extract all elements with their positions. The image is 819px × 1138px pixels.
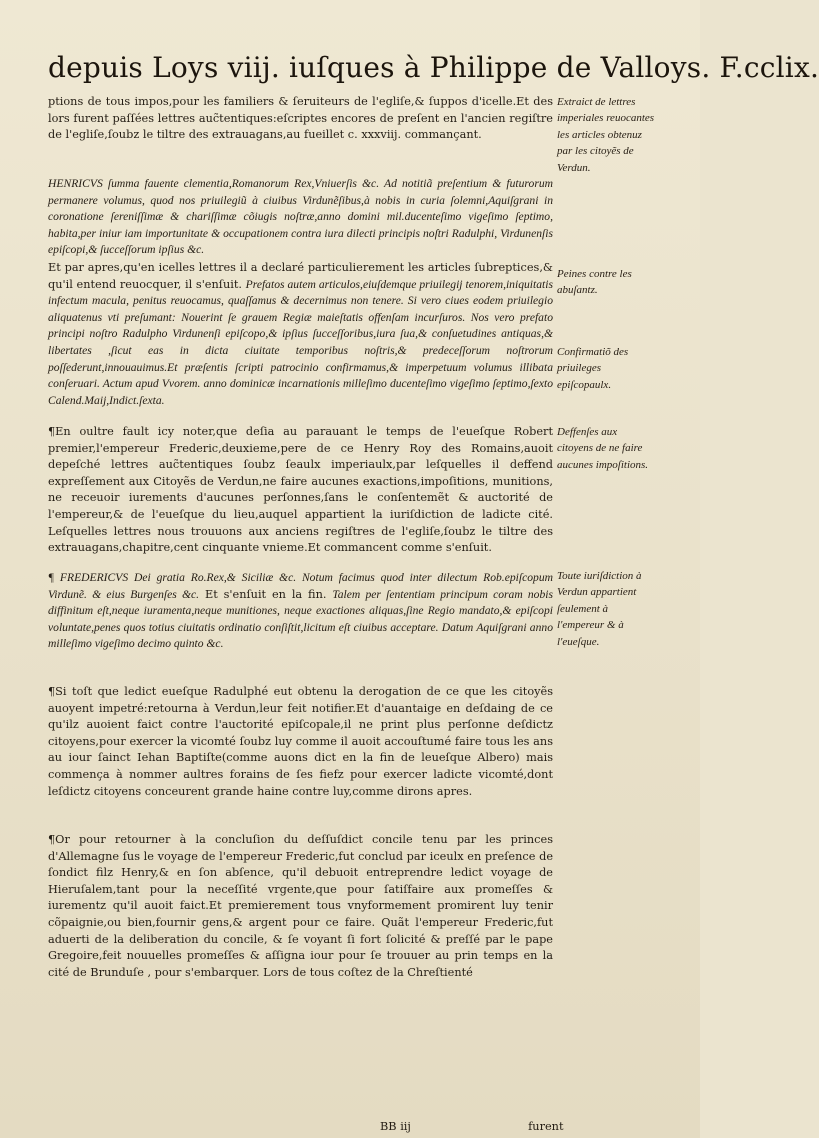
margin-note: Confirmatiõ des priuileges epiſcopaulx. xyxy=(557,346,629,391)
paragraph-text: Et par apres,qu'en icelles lettres il a declaré particulierement les articles ſubreptices,& qu'il entend reuocquer, il s'enſuit. xyxy=(48,261,553,291)
latin-quotation: Prefatos autem articulos,eiuſdemque priuilegij tenorem,iniquitatis infectum macula, penitus reuocamus, quaſſamus & decernimus non tenere. Si vero ciues eodem priuilegio aliquatenus vti preſumant: Nouerint ſe grauem Regiæ maieſtatis offenſam incurſuros. Nos vero prefato principi noſtro Radulpho Virdunenſi epiſcopo,& ipſius ſucceſſoribus,iura ſua,& conſuetudines antiquas,& libertates ,ſicut eas in dicta ciuitate temporibus noſtris,& predeceſſorum noſtrorum poſſederunt,innouauimus.Et præſentis ſcripti patrocinio confirmamus,& imperpetuum volumus illibata conſeruari. Actum apud Vvorem. anno dominicæ incarnationis milleſimo ducenteſimo vigeſimo ſeptimo,ſexto Calend.Maij,Indict.ſexta. xyxy=(48,277,553,407)
margin-note: Deffenſes aux citoyens de ne faire aucunes impoſitions. xyxy=(557,426,649,471)
paragraph-text: ¶En oultre fault icy noter,que deſia au parauant le temps de l'eueſque Robert premier,l'empereur Frederic,deuxieme,pere de ce Henry Roy des Romains,auoit depeſché lettres auc̃tentiques ſoubz ſeaulx imperiaulx,par leſquelles il deffend expreſſement aux Citoyẽs de Verdun,ne faire aucunes exactions,impoſitions, munitions, ne receuoir iurements d'aucunes perſonnes,ſans le conſentemẽt & auctorité de l'empereur,& de l'eueſque du lieu,auquel appartient la iuriſdiction de ladicte cité. Leſquelles lettres nous trouuons aux anciens regiſtres de l'egliſe,ſoubz le tiltre des extrauagans,chapitre,cent cinquante vnieme.Et commancent comme s'enſuit. xyxy=(48,425,553,555)
paragraph-text: ¶Or pour retourner à la concluſion du deſſuſdict concile tenu par les princes d'Allemagne ſus le voyage de l'empereur Frederic,fut conclud par iceulx en preſence de ſondict filz Henry,& en ſon abſence, qu'il debuoit entreprendre ledict voyage de Hieruſalem,tant pour la neceſſité vrgente,que pour ſatiſfaire aux promeſſes & iurementz qu'il auoit faict.Et premierement tous vnyformement promirent luy tenir cõpaignie,ou bien,fournir gens,& argent pour ce faire. Quãt l'empereur Frederic,fut aduerti de la deliberation du concile, & ſe voyant ſi fort ſolicité & preſſé par le pape Gregoire,feit nouuelles promeſſes & aſſigna iour pour ſe trouuer au prin temps en la cité de Brunduſe , pour s'embarquer. Lors de tous coſtez de la Chreſtienté xyxy=(48,833,553,979)
paragraph-henricus-charter xyxy=(48,176,553,259)
signature-mark: BB iij xyxy=(380,1120,411,1133)
catchword: furent xyxy=(528,1120,564,1133)
paragraph-radulphe xyxy=(48,684,553,800)
paragraph-fredericus-charter xyxy=(48,570,553,653)
margin-note: Toute iuriſdiction à Verdun appartient ſeulement à l'empereur & à l'eueſque. xyxy=(557,570,642,648)
latin-quotation: Talem per ſententiam principum coram nobis diffinitum eſt,neque iuramenta,neque munitiones, neque exactiones aliquas,ſine Regio mandato,& epiſcopi voluntate,penes quos totius ciuitatis ordinatio conſiſtit,licitum eſt ciuibus acceptare. Datum Aquiſgrani anno milleſimo vigeſimo decimo quinto &c. xyxy=(48,587,554,651)
paragraph-text: ¶Si toſt que ledict eueſque Radulphé eut obtenu la derogation de ce que les citoyẽs auoyent impetré:retourna à Verdun,leur feit notifier.Et d'auantaige en deſdaing de ce qu'ilz auoient faict contre l'auctorité epiſcopale,il ne print plus perſonne deſdictz citoyens,pour exercer la vicomté ſoubz luy comme il auoit accouſtumé faire tous les ans au iour ſainct Iehan Baptiſte(comme auons dict en la fin de leueſque Albero) mais commença à nommer aultres forains de ſes fiefz pour exercer ladicte vicomté,dont leſdictz citoyens conceurent grande haine contre luy,comme dirons apres. xyxy=(48,685,553,798)
running-title: depuis Loys viij. iuſques à Philippe de Valloys. F.cclix. xyxy=(48,51,819,84)
latin-quotation: HENRICVS ſumma fauente clementia,Romanorum Rex,Vniuerſis &c. Ad notitiã preſentium & futurorum permanere volumus, quod nos priuilegiũ à ciuibus Virdunẽſibus,à nobis in curia ſolemni,Aquiſgrani in coronatione ſereniſſimæ & chariſſimæ cõiugis noſtræ,anno domini mil.ducenteſimo vigeſimo ſeptimo, habita,per iniur iam importunitate & occupationem contra iura dilecti principis noſtri Radulphi, Virdunenſis epiſcopi,& ſucceſſorum ipſius &c. xyxy=(48,177,553,257)
margin-note: Extraict de lettres imperiales reuocantes les articles obtenuz par les citoyẽs de Verdun. xyxy=(557,96,655,174)
paragraph-text: ptions de tous impos,pour les familiers & ſeruiteurs de l'egliſe,& ſuppos d'icelle.Et des lors furent paſſées lettres auc̃tentiques:eſcriptes encores de preſent en l'ancien regiſtre de l'egliſe,ſoubz le tiltre des extrauagans,au fueillet c. xxxviij. commançant. xyxy=(48,95,553,142)
paragraph-intro xyxy=(48,94,553,144)
latin-quotation: ¶ FREDERICVS Dei gratia Ro.Rex,& Siciliæ &c. Notum facimus quod inter dilectum Rob.epiſcopum Virdunẽ. & eius Burgenſes &c. xyxy=(48,571,553,601)
paragraph-council xyxy=(48,832,553,981)
paragraph-text: Et s'enſuit en la fin. xyxy=(204,587,327,601)
paragraph-frederic-letters xyxy=(48,424,553,557)
margin-note: Peines contre les abuſantz. xyxy=(557,268,632,297)
page-footer xyxy=(380,1120,660,1134)
paragraph-revocation xyxy=(48,260,553,409)
